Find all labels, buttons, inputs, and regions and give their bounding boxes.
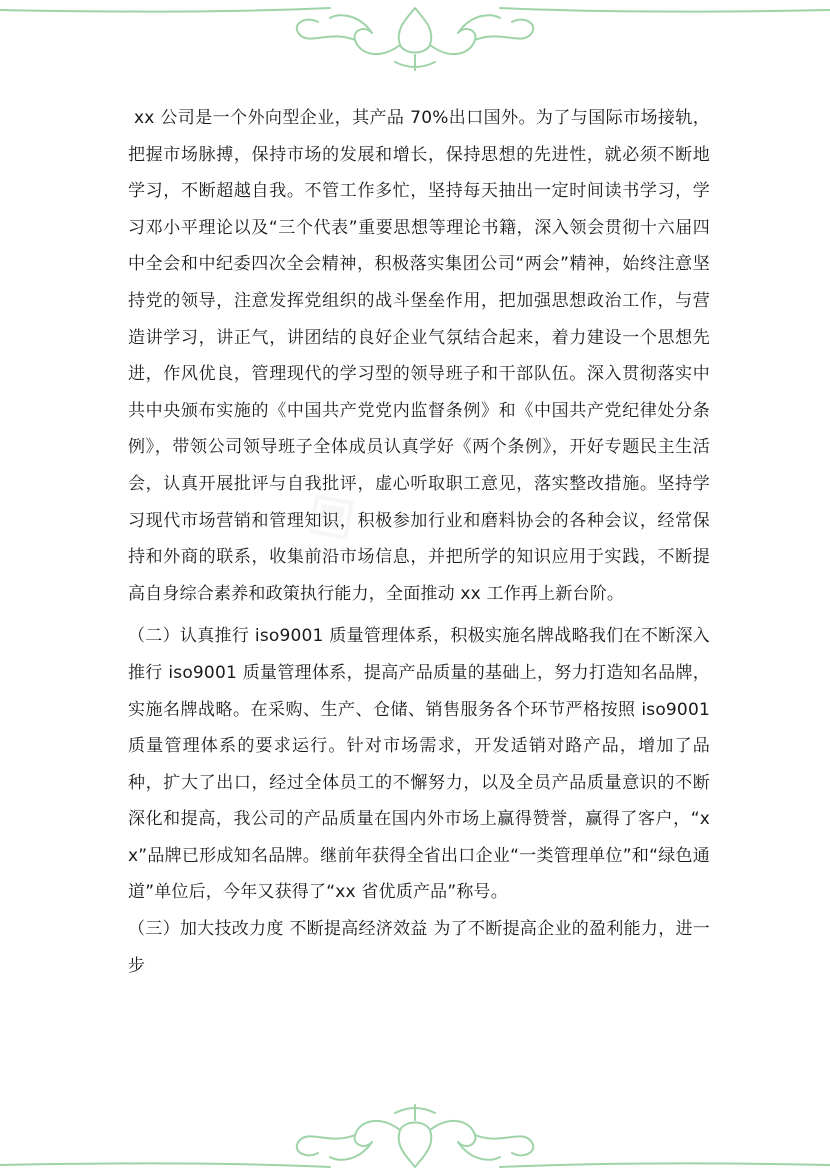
top-scroll-ornament-icon	[0, 0, 830, 90]
paragraph-3: （三）加大技改力度 不断提高经济效益 为了不断提高企业的盈利能力，进一步	[128, 919, 710, 976]
document-body	[128, 100, 710, 984]
paragraph-1: xx 公司是一个外向型企业，其产品 70%出口国外。为了与国际市场接轨，把握市场脉搏，保持市场的发展和增长，保持思想的先进性，就必须不断地学习，不断超越自我。不管工作多忙，坚持每天抽出一定时间读书学习，学习邓小平理论以及“三个代表”重要思想等理论书籍，深入领会贯彻十六届四中全会和中纪委四次全会精神，积极落实集团公司“两会”精神，始终注意坚持党的领导，注意发挥党组织的战斗堡垒作用，把加强思想政治工作，与营造讲学习，讲正气，讲团结的良好企业气氛结合起来，着力建设一个思想先进，作风优良，管理现代的学习型的领导班子和干部队伍。深入贯彻落实中共中央颁布实施的《中国共产党党内监督条例》和《中国共产党纪律处分条例》，带领公司领导班子全体成员认真学好《两个条例》，开好专题民主生活会，认真开展批评与自我批评，虚心听取职工意见，落实整改措施。坚持学习现代市场营销和管理知识，积极参加行业和磨料协会的各种会议，经常保持和外商的联系，收集前沿市场信息，并把所学的知识应用于实践，不断提高自身综合素养和政策执行能力，全面推动 xx 工作再上新台阶。	[128, 108, 710, 604]
paragraph-2: （二）认真推行 iso9001 质量管理体系，积极实施名牌战略我们在不断深入推行 iso9001 质量管理体系，提高产品质量的基础上，努力打造知名品牌，实施名牌战略。在采购、生产、仓储、销售服务各个环节严格按照 iso9001 质量管理体系的要求运行。针对市场需求，开发适销对路产品，增加了品种，扩大了出口，经过全体员工的不懈努力，以及全员产品质量意识的不断深化和提高，我公司的产品质量在国内外市场上赢得赞誉，赢得了客户，“xx”品牌已形成知名品牌。继前年获得全省出口企业“一类管理单位”和“绿色通道”单位后，今年又获得了“xx 省优质产品”称号。	[128, 626, 710, 903]
top-ornament	[0, 0, 830, 90]
bottom-ornament	[0, 1083, 830, 1173]
watermark: ◈	[280, 461, 375, 563]
bottom-scroll-ornament-icon	[0, 1083, 830, 1173]
